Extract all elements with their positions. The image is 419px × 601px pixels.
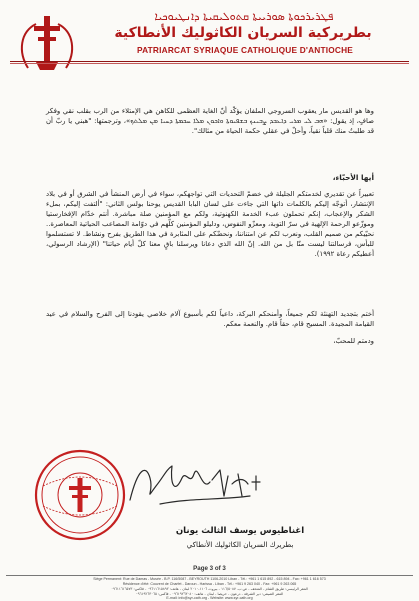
paragraph-2-text: تعبيراً عن تقديري لخدمتكم الجليلة في خضمّ التحديات التي تواجهكم، سواء في أرض المنشأ في الشرق أو في بلاد الإنتشار، أتوجّه إليكم بالكلمات ذاتها التي جاءت على لسان البابا القديس يوحنا بولس الثاني: "ألتفت إليكم، بملء الشكر والإعجاب، إنكم تحملون عبء الخدمة الكهنوتية، ولكم مع المؤمنين صلة مباشرة. أنتم خدّام الإفخارستيا وموزّعو الرحمة الإلهية في سرّ التوبة، ومعزّو النفوس، ودليلو المؤمنين كلّهم في دوّامة المصاعب الحياتية المعاصرة.. نحيّيكم من صميم القلب، ونعرب لكم عن امتناننا، ونحضّكم على المثابرة في هذا الطريق بفرح ونشاط. لا تستسلموا للبأس، فرسالتنا ليست منّا بل من الله. إنّ الله الذي دعانا ويرسلنا باقٍ معنا كلّ أيام حياتنا" (الإرشاد الرسولي، أعطيكم رعاة ١٩٩٢).	[46, 190, 374, 258]
footer-address-line-3: المقر الرئيسي: طريق الشام - المتحف - ص.ب. ١١٦/٥٠٨٧ - بيروت ١١٠٦-٢٠١٠ لبنان - هاتف: ٠٩٦١١٦١٥٨٩٢ - فاكس: ٠٩٦١١٦١٦٥٧٣	[111, 587, 308, 591]
footer-divider	[6, 575, 413, 576]
paragraph-quote-saint-jacob	[46, 106, 374, 136]
header-divider	[10, 61, 409, 62]
footer-address-line-4: المقر الصيفي: دير الشرفة - درعون - حريصا - لبنان - هاتف: ٠٩٦١٩٢٦٣٠٤٠ - فاكس: ٠٩٦١٩٢٦٣٠٦٥	[135, 592, 284, 596]
footer-address-line-1: Siège Permanent: Rue de Damas - Musée - B.P. 116/5087 - BEYROUTH 1106-2010 Liban - Tél.: +961 1 615 892 - 615 894 - Fax: +961 1 616 573	[93, 577, 326, 581]
letterhead	[0, 6, 419, 82]
header-divider-thin	[10, 63, 409, 64]
signatory-title: بطريرك السريان الكاثوليك الأنطاكي	[186, 540, 294, 549]
paragraph-3-text: أختم بتجديد التهنئة لكم جميعاً، وأمنحكم البركة، داعياً لكم بأسبوع آلام خلاصي يقودنا إلى الفرح والسلام في عيد القيامة المجيدة. المسيح قام، حقاً قام. والنعمة معكم.	[46, 310, 374, 328]
page-number: Page 3 of 3	[193, 565, 226, 572]
handwritten-signature	[120, 456, 270, 512]
paragraph-1-text: وها هو القديس مار يعقوب السروجي الملفان يؤكّد أنّ الغاية العظمى للكاهن هي الإمتلاء من الرب بقلب نقي وفكر صافٍ، إذ يقول: «ܗܒ ܠܝ ܡܪܝ ܕܐܥܒܕ ܨܒܝܢܟ ܒܫܦܝܘܬܐ ܘܐܟܘܢ ܡܠܐ ܚܟܡܬܐ ܕܚܝܐ ܡܢ ܡܠܬܟ»، وترجمتها: "هبني يا ربّ أن قد طلبتُ منك قلباً نقياً، وأحلّ في عقلي حكمة الحياة من مثالك".	[46, 107, 374, 135]
footer-contact-line[interactable]: E-mail: info@syr-cath.org - Website: www.syr-cath.org	[166, 596, 253, 600]
closing-salutation: ودمتم للمحبّ،	[333, 337, 374, 345]
paragraph-address-priests	[46, 189, 374, 259]
greeting-heading: أيها الأحبّاء،	[332, 173, 374, 182]
signatory-name: اغناطيوس يوسف الثالث يونان	[175, 526, 305, 536]
official-seal-stamp	[31, 446, 129, 544]
footer-address-line-2: Résidence d'été: Couvent de Charfet - Daroun - Harissa - Liban - Tél.: +961 9 263 040 - Fax: +961 9 263 065	[122, 582, 297, 586]
patriarchate-emblem-icon	[14, 12, 80, 74]
french-letterhead-title: PATRIARCAT SYRIAQUE CATHOLIQUE D'ANTIOCHE	[136, 45, 354, 55]
arabic-letterhead-title: بطريركية السريان الكاثوليك الأنطاكية	[114, 25, 372, 41]
paragraph-closing-blessing	[46, 309, 374, 329]
syriac-letterhead-title: ܦܛܪܝܪܟܘܬܐ ܣܘܪܝܝܬܐ ܩܬܘܠܝܩܝܬܐ ܕܐܢܛܝܘܟܝܐ	[154, 10, 334, 23]
